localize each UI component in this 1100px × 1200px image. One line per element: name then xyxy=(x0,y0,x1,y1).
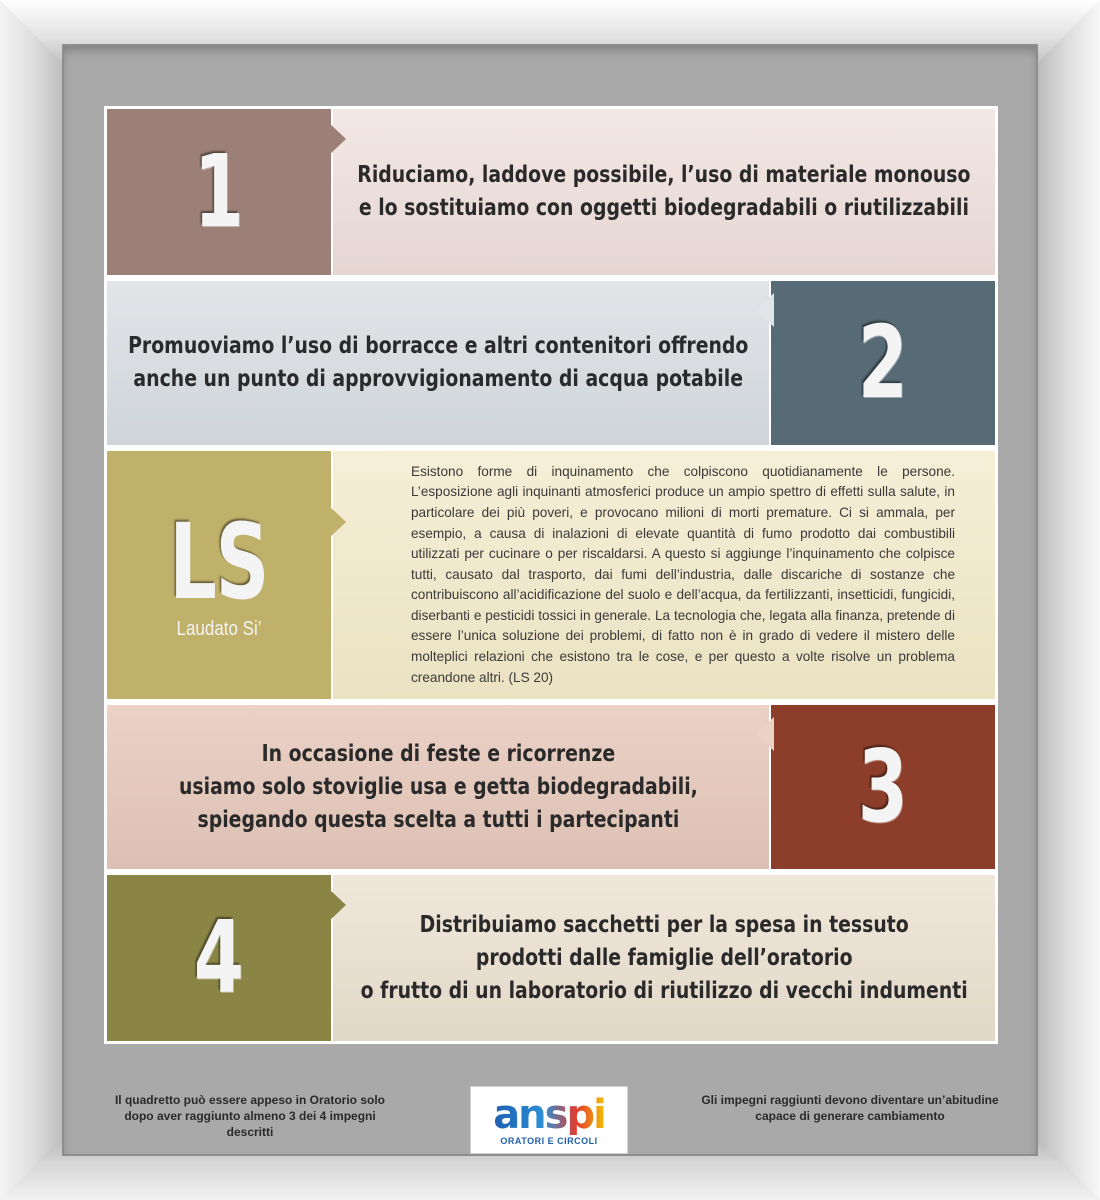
footer-left-line-2: dopo aver raggiunto almeno 3 dei 4 impegni descritti xyxy=(124,1109,376,1139)
commitment-2-line-1: Promuoviamo l’uso di borracce e altri contenitori offrendo xyxy=(127,333,749,359)
commitment-3-text xyxy=(179,738,698,837)
frame-right-bevel xyxy=(1038,0,1100,1200)
laudato-si-quote xyxy=(104,448,998,702)
commitment-2-line-2: anche un punto di approvvigionamento di acqua potabile xyxy=(133,366,743,392)
commitments-panel xyxy=(104,106,998,1044)
commitment-1-number-box xyxy=(107,109,331,275)
commitment-4-line-3: o frutto di un laboratorio di riutilizzo di vecchi indumenti xyxy=(360,977,968,1004)
laudato-si-label: Laudato Si’ xyxy=(176,617,262,640)
commitment-3-text-box xyxy=(107,705,769,869)
commitment-4-text-box xyxy=(333,875,995,1041)
anspi-logo-word: anspi xyxy=(493,1091,605,1138)
commitment-4-line-1: Distribuiamo sacchetti per la spesa in tessuto xyxy=(419,911,909,938)
commitment-1 xyxy=(104,106,998,278)
commitment-2-number: 2 xyxy=(857,304,909,421)
commitment-1-line-1: Riduciamo, laddove possibile, l’uso di materiale monouso xyxy=(357,162,971,188)
quote-text-box xyxy=(333,451,995,699)
anspi-logo-subtitle: ORATORI E CIRCOLI xyxy=(500,1135,598,1146)
laudato-si-abbr: LS xyxy=(169,500,269,623)
commitment-1-text xyxy=(357,159,970,225)
commitment-2-text-box xyxy=(107,281,769,445)
commitment-2 xyxy=(104,278,998,448)
footer-note-right xyxy=(700,1092,1000,1124)
commitment-1-number: 1 xyxy=(193,133,245,250)
commitment-3 xyxy=(104,702,998,872)
footer-note-left xyxy=(100,1092,400,1140)
commitment-3-line-2: usiamo solo stoviglie usa e getta biodegradabili, xyxy=(178,773,698,800)
commitment-4-number: 4 xyxy=(193,899,245,1016)
quote-text: Esistono forme di inquinamento che colpiscono quotidianamente le persone. L’esposizione agli inquinanti atmosferici produce un ampio spettro di effetti sulla salute, in particolare dei più poveri, e provocano milioni di morti premature. Ci si ammala, per esempio, a causa di inalazioni di elevate quantità di fumo prodotto dai combustibili utilizzati per cucinare o per riscaldarsi. A questo si aggiunge l’inquinamento che colpisce tutti, causato dal trasporto, dai fumi dell’industria, dalle discariche di sostanze che contribuiscono all’acidificazione del suolo e dell’acqua, da fertilizzanti, insetticidi, fungicidi, diserbanti e pesticidi tossici in generale. La tecnologia che, legata alla finanza, pretende di essere l’unica soluzione dei problemi, di fatto non è in grado di vedere il mistero delle molteplici relazioni che esistono tra le cose, e per questo a volte risolve un problema creandone altri. (LS 20) xyxy=(411,463,955,685)
commitment-4-text xyxy=(360,909,967,1008)
commitment-3-line-3: spiegando questa scelta a tutti i partecipanti xyxy=(197,806,679,833)
footer-right-line-2: capace di generare cambiamento xyxy=(755,1109,945,1123)
commitment-3-number-box xyxy=(771,705,995,869)
commitment-1-line-2: e lo sostituiamo con oggetti biodegradabili o riutilizzabili xyxy=(358,195,970,221)
laudato-si-badge xyxy=(107,451,331,699)
commitment-3-number: 3 xyxy=(857,728,909,845)
commitment-2-text xyxy=(128,330,748,396)
commitment-4 xyxy=(104,872,998,1044)
commitment-4-number-box xyxy=(107,875,331,1041)
anspi-logo xyxy=(470,1086,628,1154)
commitment-2-number-box xyxy=(771,281,995,445)
footer-left-line-1: Il quadretto può essere appeso in Oratorio solo xyxy=(114,1093,386,1107)
commitment-1-text-box xyxy=(333,109,995,275)
frame-left-bevel xyxy=(0,0,62,1200)
commitment-4-line-2: prodotti dalle famiglie dell’oratorio xyxy=(475,944,853,971)
commitment-3-line-1: In occasione di feste e ricorrenze xyxy=(261,740,615,767)
footer-right-line-1: Gli impegni raggiunti devono diventare un’abitudine xyxy=(701,1093,999,1107)
